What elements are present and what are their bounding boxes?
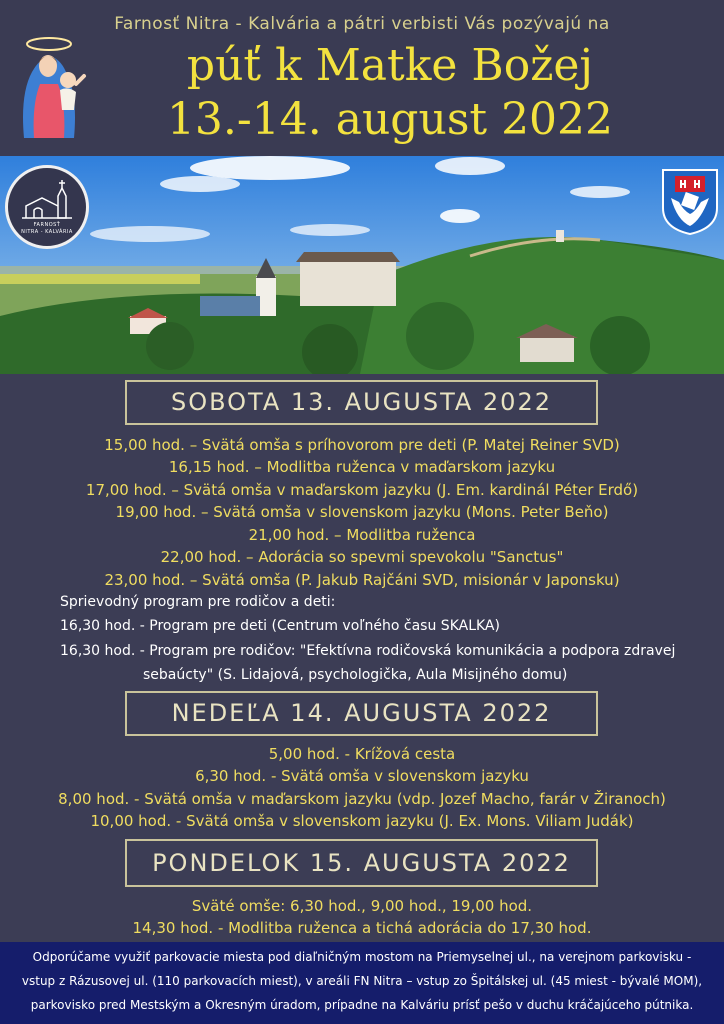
schedule-item: 21,00 hod. – Modlitba ruženca	[248, 526, 476, 544]
parish-logo	[5, 165, 89, 249]
page-title: púť k Matke Božej	[186, 40, 594, 91]
badge-sublabel: NITRA - KALVÁRIA	[21, 229, 73, 235]
parking-text-line: vstup z Rázusovej ul. (110 parkovacích miest), v areáli FN Nitra – vstup zo Špitálskej ul. (45 miest - bývalé MOM),	[21, 974, 703, 988]
schedule-item: 5,00 hod. - Krížová cesta	[268, 745, 456, 763]
event-date: 13.-14. august 2022	[166, 94, 614, 145]
parents-program-heading: Sprievodný program pre rodičov a deti:	[60, 594, 336, 610]
badge-label: FARNOSŤ	[33, 222, 61, 228]
schedule-item: 17,00 hod. – Svätá omša v maďarskom jazyku (J. Em. kardinál Péter Erdő)	[85, 481, 639, 499]
saturday-heading: SOBOTA 13. AUGUSTA 2022	[125, 380, 598, 425]
sunday-heading: NEDEĽA 14. AUGUSTA 2022	[125, 691, 598, 736]
header-subtitle: Farnosť Nitra - Kalvária a pátri verbisti Vás pozývajú na	[114, 14, 610, 34]
header	[0, 0, 724, 156]
parking-info	[0, 942, 724, 1024]
schedule-item: Sväté omše: 6,30 hod., 9,00 hod., 19,00 hod.	[191, 897, 533, 915]
schedule-item: 19,00 hod. – Svätá omša v slovenskom jazyku (Mons. Peter Beňo)	[115, 503, 609, 521]
schedule-item: 10,00 hod. - Svätá omša v slovenskom jazyku (J. Ex. Mons. Viliam Judák)	[90, 812, 634, 830]
parking-text-line: Odporúčame využiť parkovacie miesta pod diaľničným mostom na Priemyselnej ul., na verejnom parkovisku -	[32, 950, 692, 964]
schedule-item: 22,00 hod. – Adorácia so spevmi spevokolu "Sanctus"	[160, 548, 564, 566]
schedule-item: 8,00 hod. - Svätá omša v maďarskom jazyku (vdp. Jozef Macho, farár v Žiranoch)	[58, 790, 666, 808]
schedule-item: 14,30 hod. - Modlitba ruženca a tichá adorácia do 17,30 hod.	[132, 919, 592, 937]
monday-heading: PONDELOK 15. AUGUSTA 2022	[125, 839, 598, 887]
schedule-item: 23,00 hod. – Svätá omša (P. Jakub Rajčáni SVD, misionár v Japonsku)	[104, 571, 620, 589]
parking-text-line: parkovisko pred Mestským a Okresným úradom, prípadne na Kalváriu prísť pešo v duchu kráčajúceho pútnika.	[30, 998, 694, 1012]
schedule-item: 16,15 hod. – Modlitba ruženca v maďarskom jazyku	[168, 458, 556, 476]
program-item: 16,30 hod. - Program pre rodičov: "Efektívna rodičovská komunikácia a podpora zdravej	[60, 643, 676, 659]
program-item: 16,30 hod. - Program pre deti (Centrum voľného času SKALKA)	[60, 618, 500, 634]
nitra-coat-of-arms-icon	[661, 168, 719, 236]
calvary-landscape-illustration	[0, 156, 724, 374]
schedule-item: 15,00 hod. – Svätá omša s príhovorom pre deti (P. Matej Reiner SVD)	[104, 436, 620, 454]
schedule-item: 6,30 hod. - Svätá omša v slovenskom jazyku	[195, 767, 529, 785]
church-icon	[8, 174, 86, 224]
program-item-continued: sebaúcty" (S. Lidajová, psychologička, Aula Misijného domu)	[143, 667, 568, 683]
landscape-photo	[0, 156, 724, 374]
